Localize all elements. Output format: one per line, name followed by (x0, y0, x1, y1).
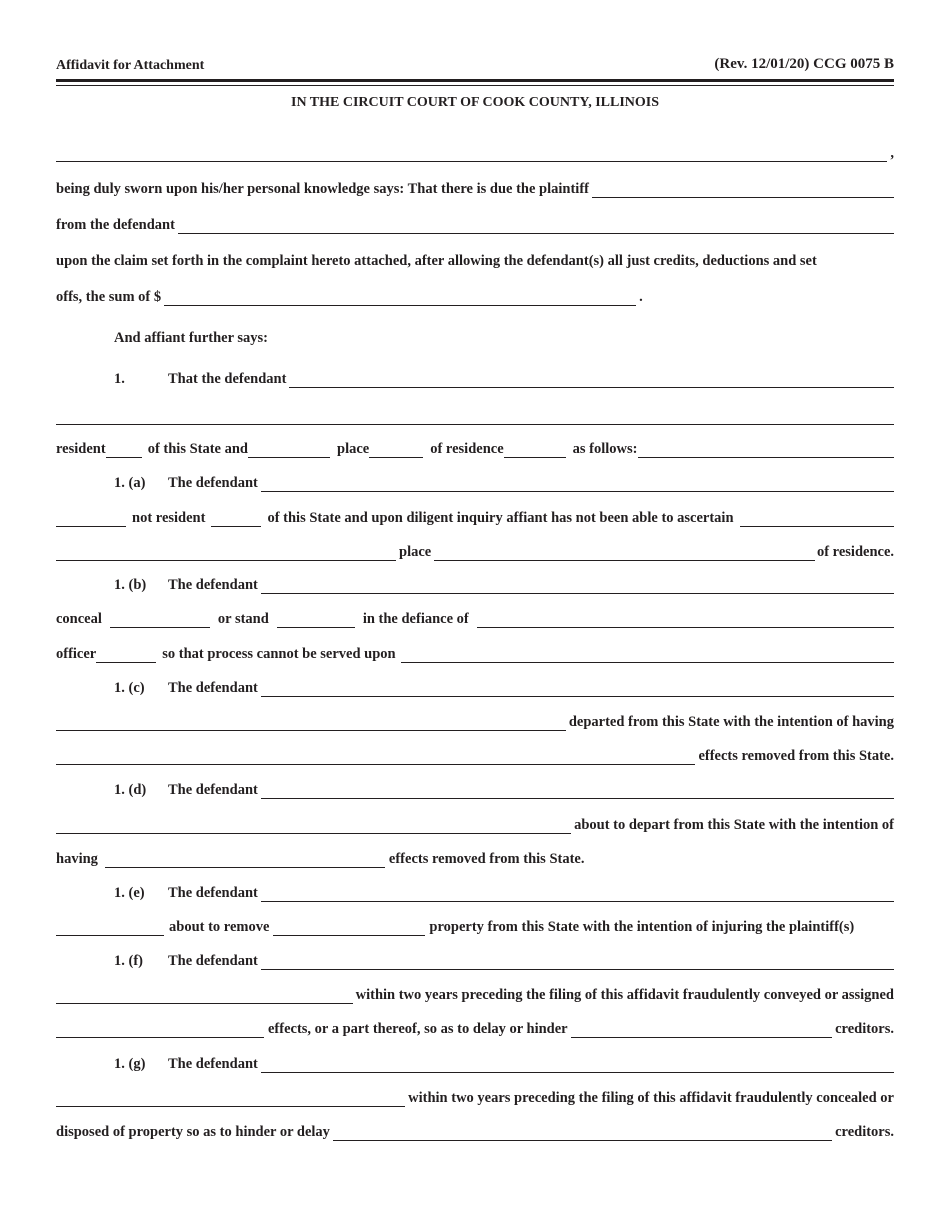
p1b-number: 1. (b) (114, 577, 147, 593)
p1b-conceal: conceal (56, 611, 102, 627)
from-defendant-line (56, 214, 894, 234)
p1f-line-3 (56, 1018, 894, 1038)
p1-line-2 (56, 405, 894, 425)
p1d-effects-removed: effects removed from this State. (388, 851, 585, 867)
p1c-defendant-field[interactable] (261, 681, 894, 697)
p1c-line-3 (56, 745, 894, 765)
p1f-within-field[interactable] (56, 988, 353, 1004)
p1-defendant-field[interactable] (289, 372, 894, 388)
p1f-hinder-field[interactable] (571, 1022, 832, 1038)
p1-line-3 (56, 438, 894, 458)
p1g-number: 1. (g) (114, 1056, 146, 1072)
p1d-about-depart: about to depart from this State with the intention of (574, 817, 894, 833)
sum-amount-field[interactable] (164, 290, 636, 306)
p1b-defendant-label: The defendant (168, 577, 258, 593)
p1b-process-text: so that process cannot be served upon (162, 646, 396, 662)
p1d-line-1 (114, 779, 894, 799)
further-says-line (114, 327, 894, 347)
p1g-within-field[interactable] (56, 1091, 405, 1107)
sum-line (56, 286, 894, 306)
p1-state-field[interactable] (248, 442, 330, 458)
p1a-not-resident: not resident (132, 510, 206, 526)
p1a-number: 1. (a) (114, 475, 146, 491)
p1a-place: place (399, 544, 432, 560)
p1c-departed-field[interactable] (56, 715, 566, 731)
p1e-line-2 (56, 916, 894, 936)
p1f-line-1 (114, 950, 894, 970)
p1e-number: 1. (e) (114, 885, 145, 901)
p1-continuation-field[interactable] (56, 409, 894, 425)
p1d-number: 1. (d) (114, 782, 147, 798)
p1c-effects-removed: effects removed from this State. (698, 748, 894, 764)
p1a-inquiry-text: of this State and upon diligent inquiry affiant has not been able to ascertain (267, 510, 734, 526)
p1g-within-text: within two years preceding the filing of this affidavit fraudulently concealed or (408, 1090, 894, 1106)
further-says-text: And affiant further says: (114, 330, 268, 346)
p1a-of-residence: of residence. (816, 544, 894, 560)
header-rule-thin (56, 85, 894, 86)
p1b-officer: officer (56, 646, 97, 662)
form-title: Affidavit for Attachment (56, 58, 205, 73)
p1-number: 1. (114, 371, 125, 387)
header-rule-thick (56, 79, 894, 82)
p1g-line-2 (56, 1087, 894, 1107)
p1c-line-1 (114, 677, 894, 697)
p1b-conceal-field[interactable] (110, 612, 210, 628)
p1a-defendant-label: The defendant (168, 475, 258, 491)
p1c-line-2 (56, 711, 894, 731)
p1d-defendant-field[interactable] (261, 783, 894, 799)
p1c-number: 1. (c) (114, 680, 145, 696)
p1g-defendant-label: The defendant (168, 1056, 258, 1072)
p1e-property-text: property from this State with the intention of injuring the plaintiff(s) (429, 919, 855, 935)
p1b-line-3 (56, 643, 894, 663)
p1-as-follows: as follows: (572, 441, 638, 457)
p1b-defiance: in the defiance of (362, 611, 469, 627)
p1b-defiance-field[interactable] (477, 612, 894, 628)
p1b-or-stand: or stand (217, 611, 269, 627)
p1d-having-field[interactable] (105, 852, 385, 868)
p1f-effects-text: effects, or a part thereof, so as to delay or hinder (268, 1021, 568, 1037)
p1b-defendant-field[interactable] (261, 578, 894, 594)
sworn-text: being duly sworn upon his/her personal knowledge says: That there is due the plaintiff (56, 181, 589, 197)
p1e-defendant-label: The defendant (168, 885, 258, 901)
p1-place: place (337, 441, 370, 457)
p1-defendant-label: That the defendant (168, 371, 287, 387)
p1b-officer-field[interactable] (96, 647, 156, 663)
p1d-line-3 (56, 848, 894, 868)
p1c-effects-field[interactable] (56, 749, 695, 765)
from-defendant-label: from the defendant (56, 217, 175, 233)
p1e-prefix-field[interactable] (56, 920, 164, 936)
p1f-creditors: creditors. (835, 1021, 894, 1037)
affiant-name-field[interactable] (56, 146, 887, 162)
court-heading: IN THE CIRCUIT COURT OF COOK COUNTY, ILLINOIS (291, 95, 659, 110)
p1a-residence-field[interactable] (56, 545, 396, 561)
p1b-served-field[interactable] (401, 647, 894, 663)
p1f-line-2 (56, 984, 894, 1004)
p1g-line-3 (56, 1121, 894, 1141)
p1a-prefix-field[interactable] (56, 511, 126, 527)
affiant-name-line (56, 142, 894, 162)
affiant-comma: , (890, 145, 894, 161)
claim-text: upon the claim set forth in the complaint hereto attached, after allowing the defendant(s) all just credits, deductions and set (56, 253, 817, 269)
p1-as-follows-field[interactable] (638, 442, 895, 458)
p1g-disposed-text: disposed of property so as to hinder or delay (56, 1124, 330, 1140)
p1b-stand-field[interactable] (277, 612, 355, 628)
p1-resident-field[interactable] (106, 442, 142, 458)
sum-period: . (639, 289, 643, 305)
p1-line-1 (114, 368, 894, 388)
p1a-ascertain-field[interactable] (740, 511, 894, 527)
p1b-line-2 (56, 608, 894, 628)
form-revision: (Rev. 12/01/20) CCG 0075 B (714, 56, 894, 72)
p1e-line-1 (114, 882, 894, 902)
p1a-line-3 (56, 541, 894, 561)
p1g-line-1 (114, 1053, 894, 1073)
p1c-defendant-label: The defendant (168, 680, 258, 696)
p1-of-residence: of residence (430, 441, 504, 457)
p1a-line-2 (56, 507, 894, 527)
defendant-field[interactable] (178, 218, 894, 234)
form-header (56, 56, 894, 76)
p1f-effects-field[interactable] (56, 1022, 264, 1038)
p1g-delay-field[interactable] (333, 1125, 832, 1141)
p1f-number: 1. (f) (114, 953, 143, 969)
p1f-within-text: within two years preceding the filing of this affidavit fraudulently conveyed or assigned (355, 987, 894, 1003)
p1a-defendant-field[interactable] (261, 476, 894, 492)
p1d-line-2 (56, 814, 894, 834)
p1d-depart-field[interactable] (56, 818, 571, 834)
p1c-departed-text: departed from this State with the intention of having (568, 714, 894, 730)
sworn-line (56, 178, 894, 198)
plaintiff-field[interactable] (592, 182, 894, 198)
sum-label: offs, the sum of $ (56, 289, 162, 305)
p1d-defendant-label: The defendant (168, 782, 258, 798)
p1a-place-field[interactable] (434, 545, 815, 561)
p1g-creditors: creditors. (835, 1124, 894, 1140)
claim-line (56, 250, 894, 270)
p1e-about-remove: about to remove (169, 919, 270, 935)
p1-of-state-and: of this State and (147, 441, 248, 457)
p1d-having: having (56, 851, 98, 867)
p1e-defendant-field[interactable] (261, 886, 894, 902)
p1b-line-1 (114, 574, 894, 594)
p1a-line-1 (114, 472, 894, 492)
p1f-defendant-label: The defendant (168, 953, 258, 969)
p1-residence-field[interactable] (504, 442, 566, 458)
p1-place-field[interactable] (369, 442, 423, 458)
p1e-remove-field[interactable] (273, 920, 425, 936)
p1g-defendant-field[interactable] (261, 1057, 894, 1073)
p1f-defendant-field[interactable] (261, 954, 894, 970)
p1-resident: resident (56, 441, 106, 457)
p1a-not-resident-field[interactable] (211, 511, 261, 527)
